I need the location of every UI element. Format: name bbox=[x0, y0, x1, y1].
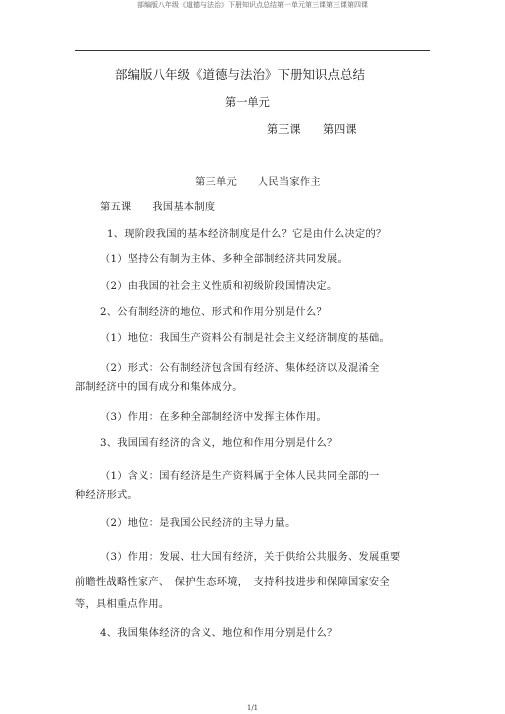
question-4: 4、我国集体经济的含义、地位和作用分别是什么？ bbox=[100, 628, 338, 639]
unit-one-heading: 第一单元 bbox=[225, 96, 270, 109]
question-1: 1、现阶段我国的基本经济制度是什么？它是由什么决定的？ bbox=[107, 229, 387, 240]
header-divider bbox=[75, 50, 430, 51]
unit-three-heading: 第三单元 人民当家作主 bbox=[195, 177, 321, 188]
page-number: 1/1 bbox=[246, 704, 259, 712]
question-2: 2、公有制经济的地位、形式和作用分别是什么？ bbox=[100, 307, 328, 318]
answer-3-2: （2）地位：是我国公民经济的主导力量。 bbox=[100, 518, 296, 529]
answer-3-3-cont-1: 前瞻性战略性家产、 保护生态环境， 支持科技进步和保障国家安全 bbox=[75, 577, 390, 588]
answer-2-1: （1）地位：我国生产资料公有制是社会主义经济制度的基础。 bbox=[100, 333, 390, 344]
answer-3-1: （1）含义：国有经济是生产资料属于全体人民共同全部的一 bbox=[100, 471, 380, 482]
lessons-heading: 第三课 第四课 bbox=[267, 123, 357, 136]
answer-3-3-cont-2: 等，具相重点作用。 bbox=[75, 599, 170, 610]
answer-2-2-cont: 部制经济中的国有成分和集体成分。 bbox=[75, 382, 243, 393]
answer-1-2: （2）由我国的社会主义性质和初级阶段国情决定。 bbox=[100, 281, 338, 292]
answer-1-1: （1）坚持公有制为主体、多种全部制经济共同发展。 bbox=[100, 254, 348, 265]
answer-3-3: （3）作用：发展、壮大国有经济，关于供给公共服务、发展重要 bbox=[100, 552, 401, 563]
answer-3-1-cont: 种经济形式。 bbox=[75, 490, 138, 501]
question-3: 3、我国国有经济的含义，地位和作用分别是什么？ bbox=[100, 438, 338, 449]
document-title: 部编版八年级《道德与法治》下册知识点总结 bbox=[115, 67, 366, 82]
lesson-five-heading: 第五课 我国基本制度 bbox=[100, 202, 216, 213]
answer-2-3: （3）作用：在多种全部制经济中发挥主体作用。 bbox=[100, 412, 328, 423]
answer-2-2: （2）形式：公有制经济包含国有经济、集体经济以及混淆全 bbox=[100, 363, 380, 374]
running-header: 部编版八年级《道德与法治》下册知识点总结第一单元第三课第三课第四课 bbox=[137, 1, 368, 9]
